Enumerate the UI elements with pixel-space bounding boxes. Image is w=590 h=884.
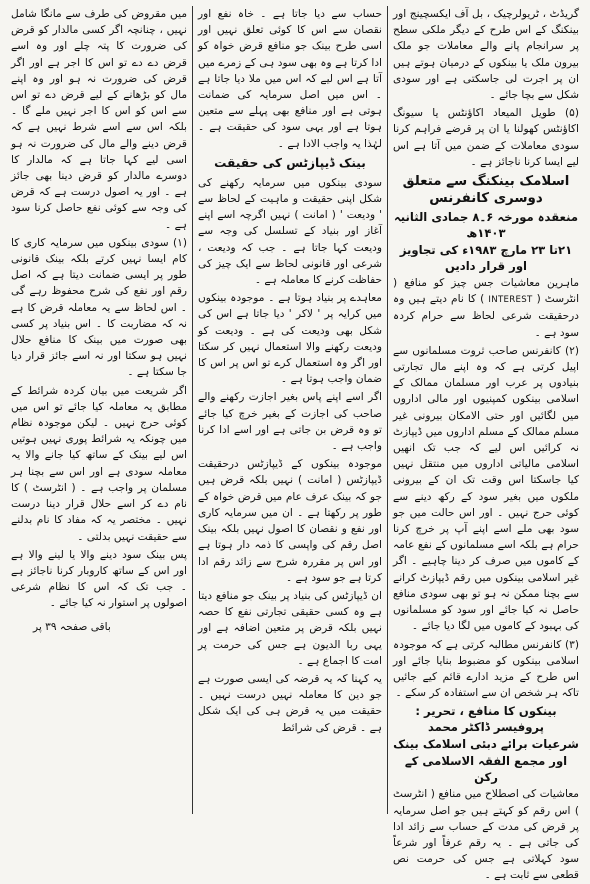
paragraph: ان ڈیپازٹس کی بنیاد پر بینک جو منافع دیتا ہے وہ کسی حقیقی تجارتی نفع کا حصہ نہیں بلکہ قرض پر متعین اضافہ ہے اور یہی ربا الدیون ہے جس کی حرمت پر امت کا اجماع ہے ۔ bbox=[198, 589, 382, 667]
paragraph: پس بینک سود دینے والا یا لینے والا ہے اور اس کے ساتھ کاروبار کرنا ناجائز ہے ۔ جب تک کہ اس کا نظام شرعی اصولوں پر استوار نہ کیا جائے ۔ bbox=[11, 548, 187, 610]
paragraph-text: کا نام دیتے ہیں وہ درحقیقت شرعی لحاظ سے حرام کردہ سود ہے ۔ bbox=[393, 293, 579, 339]
article-heading: شرعیات برائے دبئی اسلامک بینک bbox=[393, 737, 579, 752]
paragraph: اگر اسے اپنے پاس بغیر اجازت رکھنے والے صاحب کی اجازت کے بغیر خرچ کیا جائے تو وہ قرض بن جاتی ہے اور اسے ادا کرنا واجب ہے ۔ bbox=[198, 391, 382, 453]
article-heading: بینکوں کا منافع ، تحریر : پروفیسر ڈاکٹر محمد bbox=[415, 704, 557, 735]
conference-subheading: ۲۱تا ۲۳ مارچ ۱۹۸۳ء کی تجاویز اور قرار دادیں bbox=[399, 243, 573, 274]
paragraph: موجودہ بینکوں کے ڈیپازٹس درحقیقت ڈیپازٹس ( امانت ) نہیں بلکہ قرض ہیں جو کہ بینک عرف عام میں قرض خواہ کے طور پر رکھتا ہے ۔ ان میں سرمایہ کاری اور نفع و نقصان کا اصول نہیں بلکہ بینک اصل رقم کی واپسی کا ذمہ دار ہوتا ہے اور اس پر مقررہ شرح سے زائد رقم ادا کرتا ہے جو سود ہے ۔ bbox=[198, 458, 382, 584]
paragraph: معاشیات کی اصطلاح میں منافع ( انٹرسٹ ) اس رقم کو کہتے ہیں جو اصل سرمایہ پر قرض کی مدت کے حساب سے زائد ادا کی جاتی ہے ۔ یہ رقم عرفاً اور شرعاً سود کہلاتی ہے جس کی حرمت نص قطعی سے ثابت ہے ۔ bbox=[393, 788, 579, 882]
column-middle bbox=[192, 6, 388, 814]
continuation-note: باقی صفحہ ۳۹ پر bbox=[33, 620, 111, 633]
paragraph: میں مقروض کی طرف سے مانگا شامل نہیں ، چنانچہ اگر کسی مالدار کو قرض کی ضرورت کا پتہ چلے اور وہ اسے قرض دے دے تو اس کا اجر ہے اور اگر قرض کی ضرورت نہ ہو اور وہ اپنے مال کو بڑھانے کے لیے قرض دے تو اس سے اس کو اس کا اجر نہیں ملے گا ۔ بلکہ اس سے اسے شرط نہیں ہے کہ قرض دینے والے مال کی ضرورت نہ ہو اسی لیے کہا جاتا ہے کہ مالدار کا دوسرے مالدار کو قرض دینا بھی جائز ہے ۔ اور یہ اصول درست ہے کہ قرض کی وجہ سے کوئی نفع حاصل کرنا سود ہے ۔ bbox=[11, 8, 187, 231]
paragraph: گریڈٹ ، ٹریولرچیک ، بل آف ایکسچینج اور بینکنگ کے اس طرح کے دیگر ملکی سطح پر سرانجام پانے والے معاملات جو ملک بیرون ملک یا بینکوں کے درمیان ہوتے ہیں ان پر اجرت لی جاسکتی ہے اور سودی شکل سے بچا جائے ۔ bbox=[393, 8, 579, 102]
paragraph: ماہرین معاشیات جس چیز کو منافع ( انٹرسٹ ( INTEREST ) کا نام دیتے ہیں وہ درحقیقت شرعی لحاظ سے حرام کردہ سود ہے ۔ bbox=[393, 277, 580, 339]
column-right bbox=[388, 6, 584, 882]
paragraph-text: ماہرین معاشیات جس چیز کو منافع ( انٹرسٹ bbox=[393, 277, 580, 306]
latin-marker: INTEREST bbox=[488, 295, 533, 306]
paragraph: (۳) کانفرنس مطالبہ کرتی ہے کہ موجودہ اسلامی بینکوں کو مضبوط بنایا جائے اور اس طرح کے مزید ادارے قائم کیے جائیں تاکہ ہر شخص ان سے استفادہ کر سکے ۔ bbox=[393, 638, 579, 700]
conference-heading: اسلامک بینکنگ سے متعلق دوسری کانفرنس bbox=[402, 174, 570, 207]
section-heading: بینک ڈیپازٹس کی حقیقت bbox=[214, 155, 366, 170]
paragraph: حساب سے دیا جاتا ہے ۔ خاہ نفع اور نقصان سے اس کا کوئی تعلق نہیں اور اسی طرح بینک جو منافع قرض خواہ کو ادا کرتا ہے وہ بھی سود ہی کے زمرے میں آتا ہے اس لیے کہ اس میں ملا دیا جاتا ہے ۔ اس میں اصل سرمایہ کی ضمانت ہوتی ہے اور منافع بھی پہلے سے متعین ہوتا ہے اور یہی سود کی حقیقت ہے ۔ لہٰذا یہ واجب الادا ہے ۔ bbox=[198, 8, 382, 150]
article-heading: اور مجمع الفقہ الاسلامی کے رکن bbox=[404, 754, 568, 785]
paragraph: سودی بینکوں میں سرمایہ رکھنے کی شکل اپنی حقیقت و ماہیت کے لحاظ سے ' ودیعت ' ( امانت ) نہیں اگرچہ اسے اپنے آغاز اور بنیاد کے تسلسل کی وجہ سے ودیعت کہا جاتا ہے ۔ جب کہ ودیعت ، شرعی اور قانونی لحاظ سے ایک چیز کی حفاظت کرنے کا معاملہ ہے ۔ bbox=[198, 176, 382, 287]
paragraph: (۵) طویل المیعاد اکاؤنٹس یا سیونگ اکاؤنٹس کھولنا یا ان پر قرضے فراہم کرنا سودی معاملات کے ضمن میں آتا ہے اس لیے ایسا کرنا ناجائز ہے ۔ bbox=[393, 107, 579, 168]
paragraph: اگر شریعت میں بیان کردہ شرائط کے مطابق یہ معاملہ کیا جائے تو اس میں کوئی حرج نہیں ۔ لیکن موجودہ نظام میں چونکہ یہ شرائط پوری نہیں ہوتیں اس لیے بینک کے ساتھ کیا جانے والا یہ معاملہ سودی ہے اور اس سے بچنا ہر مسلمان پر واجب ہے ۔ ( انٹرسٹ ) کا نام دے کر اسے حلال قرار دینا درست نہیں ۔ مختصر یہ کہ مفاد کا نام بدلنے سے حقیقت نہیں بدلتی ۔ bbox=[11, 384, 187, 543]
paragraph: (۱) سودی بینکوں میں سرمایہ کاری کا کام ایسا نہیں کرتے بلکہ بینک قانونی طور پر ایسی ضمانت دیتا ہے کہ اصل رقم اور نفع کی شرح محفوظ رہے گی ۔ اس لحاظ سے یہ معاملہ قرض کا ہے نہ کہ مضاربت کا ۔ اس بنیاد پر کسی بھی صورت میں بینک کا منافع حلال نہیں ہو سکتا اور نہ اسے جائز قرار دیا جا سکتا ہے ۔ bbox=[11, 236, 187, 379]
paragraph: یہ کہنا کہ یہ قرضہ کی ایسی صورت ہے جو دین کا معاملہ نہیں درست نہیں ۔ حقیقت میں یہ قرض ہی کی ایک شکل ہے ۔ قرض کی شرائط bbox=[198, 672, 382, 734]
paragraph: (۲) کانفرنس صاحب ثروت مسلمانوں سے اپیل کرتی ہے کہ وہ اپنے مال تجارتی بنیادوں پر عرب اور مسلمان ممالک کے اسلامی بینکوں کمپنیوں اور مالی اداروں میں لگائیں اور حتی الامکان بیرونی غیر مسلم ممالک کے مسلم اداروں میں ڈیپازٹ نہ کرائیں اس لیے کہ جب تک انھیں اسلامی مالیاتی اداروں میں منتقل نہیں کیا جاسکتا اس وقت تک ان کے بیرونی ملکوں میں بغیر سود کے رکھ دینے سے کوئی حرج نہیں ۔ اور اس حالت میں جو سود بھی ملے اسے اپنے آپ پر خرچ کرنا حرام ہے بلکہ اسے مسلمانوں کے نفع عامہ کے کاموں میں صرف کر دینا چاہیے ۔ اگر غیر اسلامی بینکوں میں رقم ڈیپازٹ کرانے سے بچنا ممکن نہ ہو تو بھی سودی منافع حاصل نہ کیا جائے اور سود کو مسلمانوں کی بہبود کے کاموں میں لگا دیا جائے ۔ bbox=[393, 344, 579, 633]
column-left bbox=[6, 6, 192, 814]
conference-subheading: منعقدہ مورخہ ۶۔۸ جمادی الثانیہ ۱۴۰۳ھ bbox=[393, 210, 579, 241]
paragraph: معاہدے پر بنیاد ہوتا ہے ۔ موجودہ بینکوں میں کرایہ پر ' لاکر ' دیا جاتا ہے اس کی شکل بھی ودیعت کی ہے ۔ ودیعت کو ودیعت رکھنے والا استعمال نہیں کر سکتا اور اگر وہ استعمال کرے تو اس پر اس کا ضمان واجب ہوتا ہے ۔ bbox=[198, 292, 382, 386]
